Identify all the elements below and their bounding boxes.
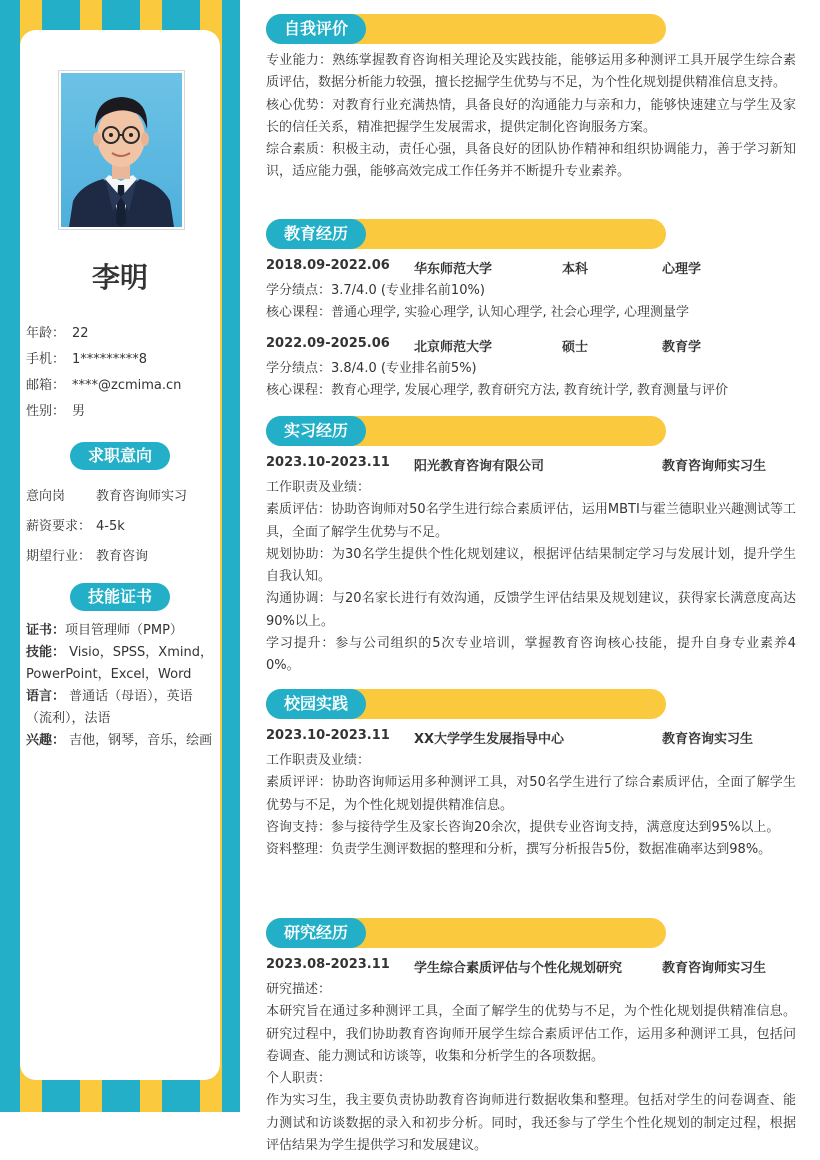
paragraph: 规划协助：为30名学生提供个性化规划建议，根据评估结果制定学习与发展计划，提升学生自我认知。 — [266, 546, 796, 585]
section-internship — [266, 416, 666, 446]
edu-courses: 核心课程：教育心理学, 发展心理学, 教育研究方法, 教育统计学, 教育测量与评价 — [266, 383, 729, 399]
info-label: 手机： — [26, 352, 66, 367]
skill-value: 项目管理师（PMP） — [65, 623, 183, 638]
skill-value: 吉他，钢琴，音乐，绘画 — [65, 733, 213, 748]
internship-body — [266, 477, 796, 678]
research-head — [266, 957, 796, 977]
edu-gpa: 学分绩点：3.8/4.0 (专业排名前5%) — [266, 361, 477, 376]
info-value: 22 — [72, 326, 89, 341]
internship-head — [266, 455, 796, 475]
paragraph: 本研究旨在通过多种测评工具，全面了解学生的优势与不足，为个性化规划提供精准信息。研究过程中，我们协助教育咨询师开展学生综合素质评估工作，运用多种测评工具，包括问卷调查、能力测试和访谈等，收集和分析学生的各项数据。 — [266, 1004, 796, 1064]
section-title: 校园实践 — [266, 689, 366, 719]
paragraph: 沟通协调：与20名家长进行有效沟通，反馈学生评估结果及规划建议，获得家长满意度高达90%以上。 — [266, 591, 796, 629]
info-label: 年龄： — [26, 326, 66, 341]
profile-photo — [58, 70, 185, 230]
section-campus — [266, 689, 666, 719]
paragraph: 个人职责： — [266, 1071, 332, 1087]
edu-major: 心理学 — [662, 262, 702, 277]
paragraph: 工作职责及业绩： — [266, 753, 371, 768]
research-role: 教育咨询师实习生 — [662, 961, 767, 976]
skill-item — [26, 730, 216, 752]
info-value: ****@zcmima.cn — [72, 378, 182, 393]
candidate-name: 李明 — [91, 261, 148, 294]
skill-label: 技能： — [26, 645, 66, 660]
info-value: 1*********8 — [72, 352, 148, 367]
intent-heading: 求职意向 — [70, 442, 170, 470]
edu-major: 教育学 — [662, 340, 702, 355]
edu-period: 2018.09-2022.06 — [266, 258, 390, 273]
edu-courses: 核心课程：普通心理学, 实验心理学, 认知心理学, 社会心理学, 心理测量学 — [266, 305, 690, 321]
intent-position — [26, 485, 187, 504]
paragraph: 资料整理：负责学生测评数据的整理和分析，撰写分析报告5份，数据准确率达到98%。 — [266, 842, 772, 858]
intent-label: 薪资要求： — [26, 519, 92, 534]
edu-degree: 硕士 — [562, 340, 589, 355]
intent-value: 4-5k — [96, 519, 125, 534]
section-title: 研究经历 — [266, 918, 366, 948]
paragraph: 素质评评：协助咨询师运用多种测评工具，对50名学生进行了综合素质评估，全面了解学生优势与不足，为个性化规划提供精准信息。 — [266, 775, 796, 813]
education-entry-2-body — [266, 358, 796, 403]
paragraph: 学习提升：参与公司组织的5次专业培训，掌握教育咨询核心技能，提升自身专业素养40%。 — [266, 636, 796, 674]
skill-label: 语言： — [26, 689, 66, 704]
education-entry-2-head — [266, 336, 796, 356]
paragraph: 专业能力：熟练掌握教育咨询相关理论及实践技能，能够运用多种测评工具开展学生综合素质评估，数据分析能力较强，擅长挖掘学生优势与不足，为个性化规划提供精准信息支持。 — [266, 53, 796, 91]
section-title: 实习经历 — [266, 416, 366, 446]
edu-school: 北京师范大学 — [414, 340, 493, 355]
intent-value: 教育咨询 — [96, 549, 149, 564]
skill-label: 证书： — [26, 623, 66, 638]
info-value: 男 — [72, 404, 86, 419]
info-gender — [26, 400, 85, 419]
edu-period: 2022.09-2025.06 — [266, 336, 390, 351]
intent-label: 期望行业： — [26, 549, 92, 564]
edu-degree: 本科 — [562, 262, 589, 277]
intent-value: 教育咨询师实习 — [96, 489, 188, 504]
paragraph: 核心优势：对教育行业充满热情，具备良好的沟通能力与亲和力，能够快速建立与学生及家长的信任关系，精准把握学生发展需求，提供定制化咨询服务方案。 — [266, 97, 796, 135]
info-phone — [26, 348, 147, 367]
skill-item — [26, 620, 216, 642]
research-period: 2023.08-2023.11 — [266, 957, 390, 972]
sidebar-card — [20, 30, 220, 1080]
education-entry-1-body — [266, 280, 796, 325]
self-eval-text — [266, 50, 796, 184]
intern-period: 2023.10-2023.11 — [266, 455, 390, 470]
campus-role: 教育咨询实习生 — [662, 732, 754, 747]
skill-item — [26, 642, 216, 686]
info-email — [26, 374, 181, 393]
intern-role: 教育咨询师实习生 — [662, 459, 767, 474]
edu-gpa: 学分绩点：3.7/4.0 (专业排名前10%) — [266, 283, 485, 298]
skill-item — [26, 686, 216, 730]
intent-industry — [26, 545, 148, 564]
intent-label: 意向岗 — [26, 489, 66, 504]
paragraph: 作为实习生，我主要负责协助教育咨询师进行数据收集和整理。包括对学生的问卷调查、能力测试和访谈数据的录入和初步分析。同时，我还参与了学生个性化规划的制定过程，根据评估结果为学生提供学习和发展建议。 — [266, 1093, 796, 1154]
section-title: 教育经历 — [266, 219, 366, 249]
intent-salary — [26, 515, 125, 534]
skill-label: 兴趣： — [26, 733, 66, 748]
intern-org: 阳光教育咨询有限公司 — [414, 459, 545, 474]
skill-value: 普通话（母语），英语（流利），法语 — [26, 689, 193, 726]
paragraph: 综合素质：积极主动，责任心强，具备良好的团队协作精神和组织协调能力，善于学习新知识，适应能力强，能够高效完成工作任务并不断提升专业素养。 — [266, 142, 796, 180]
info-age — [26, 322, 89, 341]
campus-period: 2023.10-2023.11 — [266, 728, 390, 743]
skills-heading: 技能证书 — [70, 583, 170, 611]
section-self-eval — [266, 14, 666, 44]
paragraph: 工作职责及业绩： — [266, 480, 371, 495]
section-education — [266, 219, 666, 249]
campus-org: XX大学学生发展指导中心 — [414, 732, 565, 747]
section-title: 自我评价 — [266, 14, 366, 44]
edu-school: 华东师范大学 — [414, 262, 493, 277]
portrait-photo-icon — [61, 73, 182, 227]
paragraph: 研究描述： — [266, 982, 332, 997]
education-entry-1-head — [266, 258, 796, 278]
campus-body — [266, 750, 796, 861]
research-body — [266, 979, 796, 1157]
paragraph: 咨询支持：参与接待学生及家长咨询20余次，提供专业咨询支持，满意度达到95%以上。 — [266, 819, 780, 835]
sidebar-background — [0, 0, 240, 1112]
campus-head — [266, 728, 796, 748]
paragraph: 素质评估：协助咨询师对50名学生进行综合素质评估，运用MBTI与霍兰德职业兴趣测试等工具，全面了解学生优势与不足。 — [266, 502, 796, 540]
info-label: 性别： — [26, 404, 66, 419]
info-label: 邮箱： — [26, 378, 66, 393]
research-project: 学生综合素质评估与个性化规划研究 — [414, 961, 623, 976]
skills-list — [26, 620, 216, 752]
section-research — [266, 918, 666, 948]
skill-value: Visio，SPSS，Xmind，PowerPoint，Excel，Word — [26, 645, 213, 682]
